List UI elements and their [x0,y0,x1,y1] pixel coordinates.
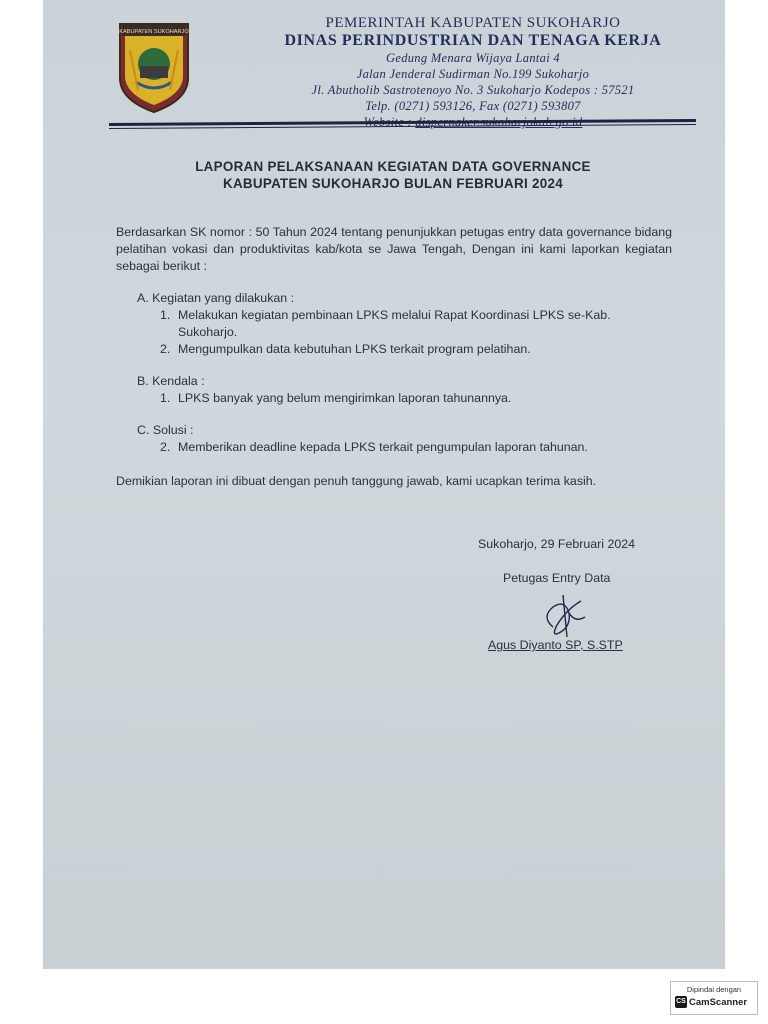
item-number: 2. [160,440,171,454]
phone-line: Telp. (0271) 593126, Fax (0271) 593807 [365,99,581,113]
address-line: Jl. Abutholib Sastrotenoyo No. 3 Sukoharjo Kodepos : 57521 [311,83,635,97]
signatory-name: Agus Diyanto SP, S.STP [488,638,623,652]
item-text: LPKS banyak yang belum mengirimkan laporan tahunannya. [178,391,512,405]
item-number: 1. [160,391,171,405]
section-obstacles [116,373,672,407]
camscanner-brand [675,996,747,1008]
street-line: Jalan Jenderal Sudirman No.199 Sukoharjo [356,67,590,81]
section-heading: C. Solusi : [137,423,194,437]
closing-paragraph: Demikian laporan ini dibuat dengan penuh tanggung jawab, kami ucapkan terima kasih. [116,474,597,488]
camscanner-logo-icon: CS [675,996,687,1008]
camscanner-name: CamScanner [689,996,748,1008]
item-text: Memberikan deadline kepada LPKS terkait pengumpulan laporan tahunan. [178,440,588,454]
item-number: 2. [160,342,171,356]
svg-text:KABUPATEN SUKOHARJO: KABUPATEN SUKOHARJO [119,29,189,35]
report-body [116,224,672,490]
sukoharjo-regency-emblem [116,20,192,114]
government-name: PEMERINTAH KABUPATEN SUKOHARJO [325,15,621,31]
item-number: 1. [160,308,171,322]
list-item [137,341,672,358]
building-line: Gedung Menara Wijaya Lantai 4 [386,51,560,65]
section-solutions [116,422,672,456]
scanned-letter [43,0,725,969]
agency-name: DINAS PERINDUSTRIAN DAN TENAGA KERJA [284,32,662,49]
section-heading: A. Kegiatan yang dilakukan : [137,291,295,305]
signature-date: Sukoharjo, 29 Februari 2024 [478,537,636,551]
camscanner-watermark [670,981,758,1015]
report-title [123,158,663,192]
list-item [137,439,672,456]
item-text: Mengumpulkan data kebutuhan LPKS terkait program pelatihan. [178,342,531,356]
section-heading: B. Kendala : [137,374,205,388]
scanned-with-label: Dipindai dengan [686,985,742,994]
list-item [137,390,672,407]
intro-paragraph: Berdasarkan SK nomor : 50 Tahun 2024 tentang penunjukkan petugas entry data governance bidang pelatihan vokasi dan produktivitas kab/kota se Jawa Tengah, Dengan ini kami laporkan kegiatan sebagai berikut : [116,225,672,273]
title-line-1: LAPORAN PELAKSANAAN KEGIATAN DATA GOVERNANCE [195,159,591,174]
list-item [137,307,672,341]
title-line-2: KABUPATEN SUKOHARJO BULAN FEBRUARI 2024 [222,176,564,191]
section-activities [116,290,672,358]
item-text: Melakukan kegiatan pembinaan LPKS melalui Rapat Koordinasi LPKS se-Kab. Sukoharjo. [178,308,611,339]
letterhead-text [233,14,713,130]
signatory-role: Petugas Entry Data [503,571,611,585]
